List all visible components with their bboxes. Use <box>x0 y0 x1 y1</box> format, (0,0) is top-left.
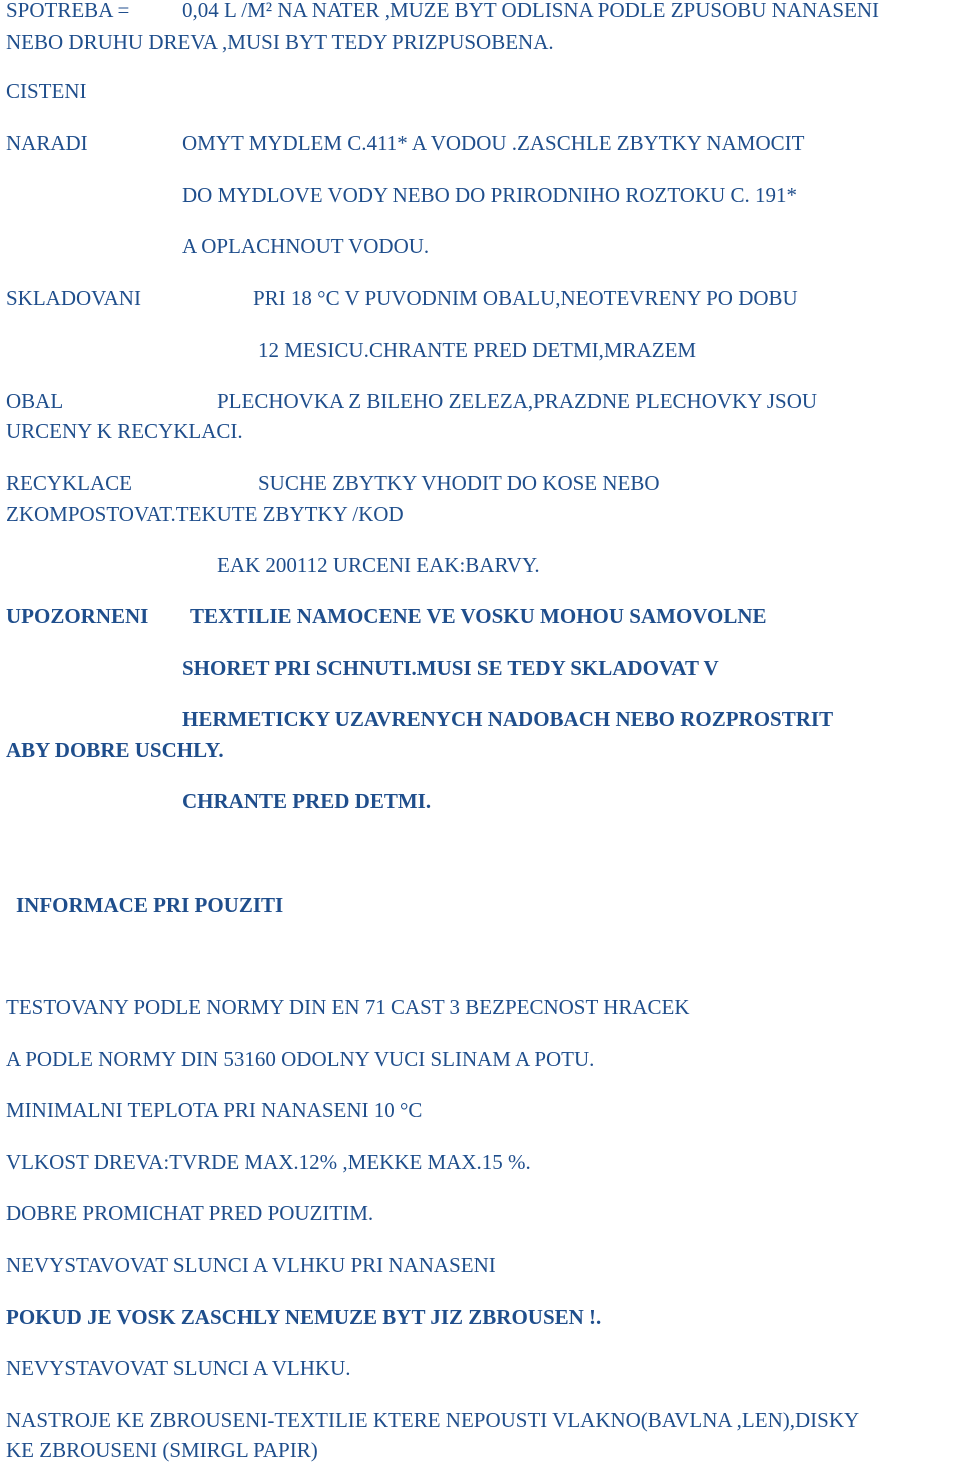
info-line: TESTOVANY PODLE NORMY DIN EN 71 CAST 3 BEZPECNOST HRACEK <box>6 995 690 1019</box>
info-heading: INFORMACE PRI POUZITI <box>16 893 284 917</box>
upozorneni-line-1: TEXTILIE NAMOCENE VE VOSKU MOHOU SAMOVOLNE <box>190 604 767 628</box>
upozorneni-label: UPOZORNENI <box>6 604 149 628</box>
skladovani-line-2: 12 MESICU.CHRANTE PRED DETMI,MRAZEM <box>258 338 697 362</box>
info-line: NASTROJE KE ZBROUSENI-TEXTILIE KTERE NEPOUSTI VLAKNO(BAVLNA ,LEN),DISKY <box>6 1408 860 1432</box>
naradi-line-1: OMYT MYDLEM C.411* A VODOU .ZASCHLE ZBYTKY NAMOCIT <box>182 131 805 155</box>
obal-line-2: URCENY K RECYKLACI. <box>6 419 243 443</box>
spotreba-line-2: NEBO DRUHU DREVA ,MUSI BYT TEDY PRIZPUSOBENA. <box>6 30 554 54</box>
spotreba-line-1: 0,04 L /M² NA NATER ,MUZE BYT ODLISNA PODLE ZPUSOBU NANASENI <box>182 0 879 22</box>
recyklace-line-2: ZKOMPOSTOVAT.TEKUTE ZBYTKY /KOD <box>6 502 404 526</box>
info-line-bold: POKUD JE VOSK ZASCHLY NEMUZE BYT JIZ ZBROUSEN !. <box>6 1305 602 1329</box>
info-line: NEVYSTAVOVAT SLUNCI A VLHKU. <box>6 1356 351 1380</box>
cisteni-label: CISTENI <box>6 79 87 103</box>
upozorneni-line-5: CHRANTE PRED DETMI. <box>182 789 432 813</box>
spotreba-label: SPOTREBA = <box>6 0 130 22</box>
info-line: NEVYSTAVOVAT SLUNCI A VLHKU PRI NANASENI <box>6 1253 496 1277</box>
recyklace-line-3: EAK 200112 URCENI EAK:BARVY. <box>217 553 540 577</box>
recyklace-line-1: SUCHE ZBYTKY VHODIT DO KOSE NEBO <box>258 471 660 495</box>
info-line: DOBRE PROMICHAT PRED POUZITIM. <box>6 1201 374 1225</box>
recyklace-label: RECYKLACE <box>6 471 132 495</box>
upozorneni-line-3: HERMETICKY UZAVRENYCH NADOBACH NEBO ROZPROSTRIT <box>182 707 834 731</box>
naradi-line-3: A OPLACHNOUT VODOU. <box>182 234 430 258</box>
obal-label: OBAL <box>6 389 64 413</box>
naradi-line-2: DO MYDLOVE VODY NEBO DO PRIRODNIHO ROZTOKU C. 191* <box>182 183 798 207</box>
skladovani-line-1: PRI 18 °C V PUVODNIM OBALU,NEOTEVRENY PO DOBU <box>253 286 798 310</box>
skladovani-label: SKLADOVANI <box>6 286 141 310</box>
upozorneni-line-2: SHORET PRI SCHNUTI.MUSI SE TEDY SKLADOVAT V <box>182 656 719 680</box>
info-line: A PODLE NORMY DIN 53160 ODOLNY VUCI SLINAM A POTU. <box>6 1047 595 1071</box>
info-line: VLKOST DREVA:TVRDE MAX.12% ,MEKKE MAX.15 %. <box>6 1150 531 1174</box>
upozorneni-line-4: ABY DOBRE USCHLY. <box>6 738 224 762</box>
info-line: MINIMALNI TEPLOTA PRI NANASENI 10 °C <box>6 1098 423 1122</box>
info-line: KE ZBROUSENI (SMIRGL PAPIR) <box>6 1438 318 1462</box>
obal-line-1: PLECHOVKA Z BILEHO ZELEZA,PRAZDNE PLECHOVKY JSOU <box>217 389 818 413</box>
naradi-label: NARADI <box>6 131 88 155</box>
